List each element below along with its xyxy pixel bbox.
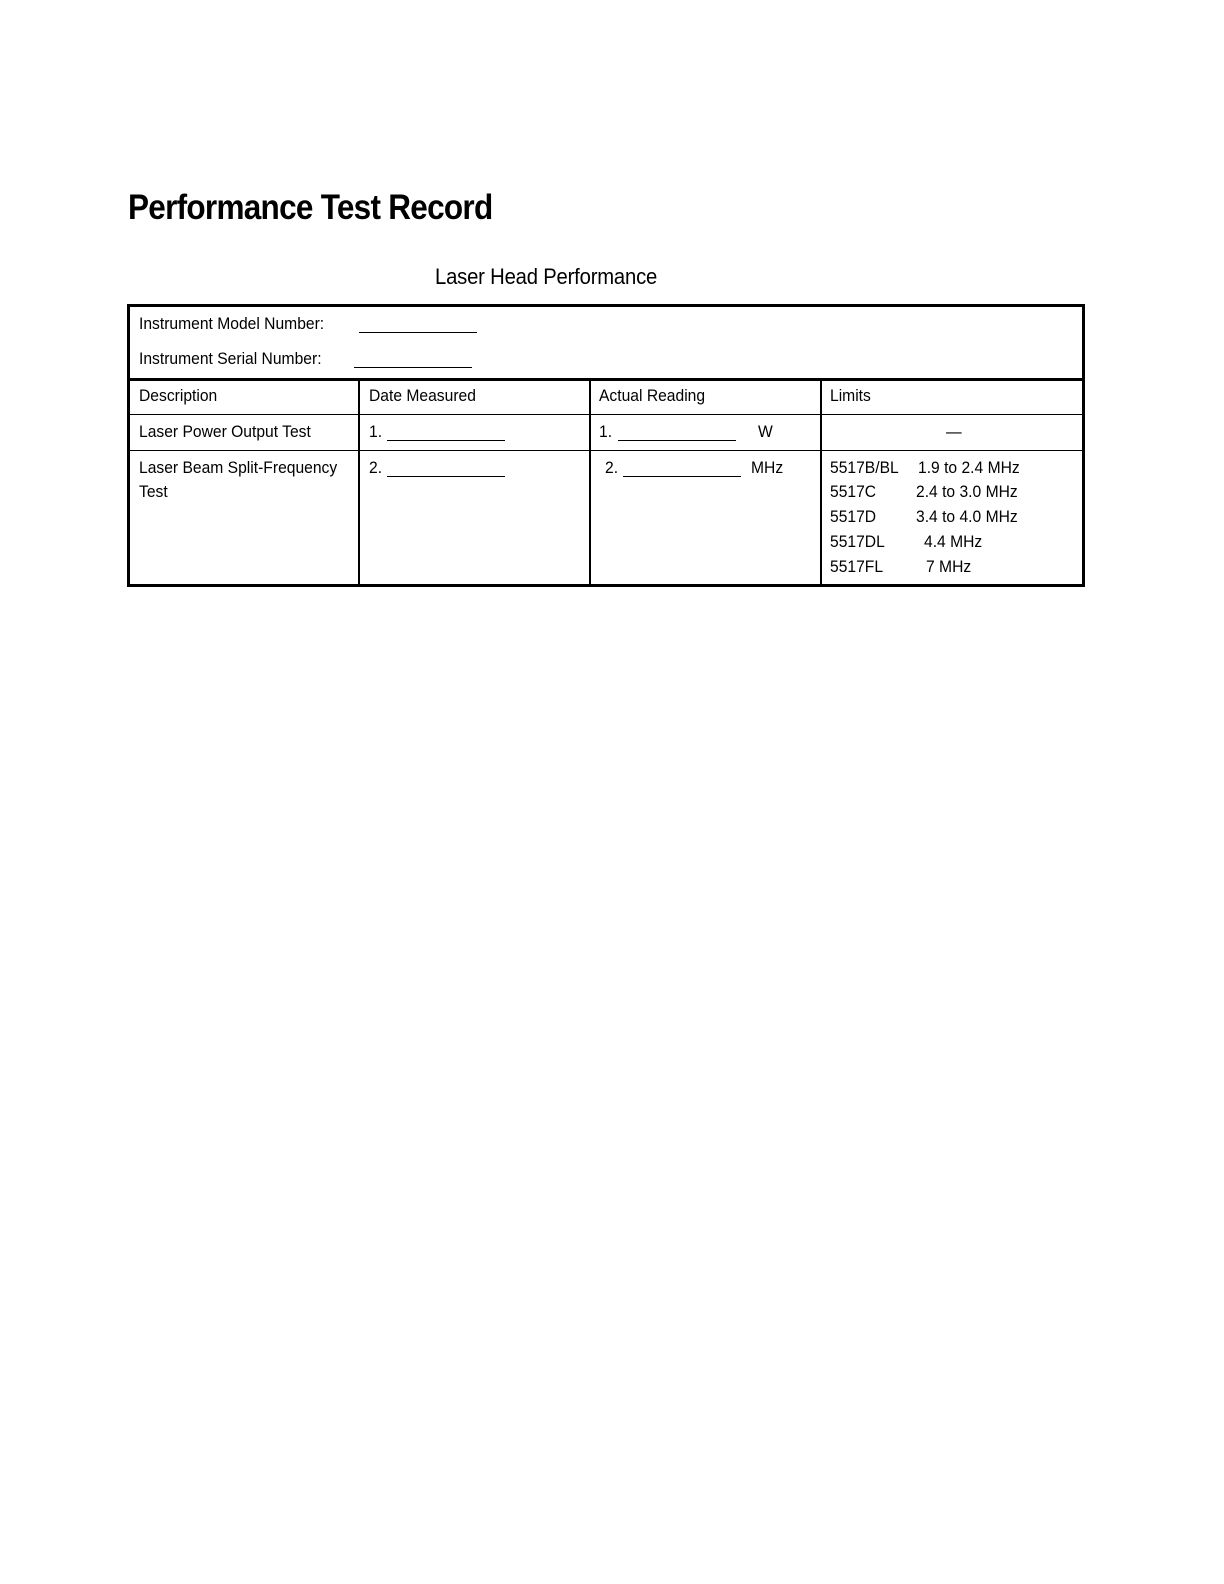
row1-reading-unit: W [758,422,773,441]
header-description: Description [139,386,218,405]
row1-date-field[interactable] [387,440,505,441]
performance-record-table [127,304,1085,587]
limit-model: 5517B/BL [830,458,899,477]
serial-number-line [139,348,337,370]
model-number-field[interactable] [359,332,477,333]
row1-date-prefix: 1. [369,422,383,441]
row1-limits: — [946,422,962,441]
table-caption: Laser Head Performance [435,264,658,289]
row2-date-field[interactable] [387,476,505,477]
row1-description: Laser Power Output Test [139,422,311,441]
instrument-info [130,307,1082,381]
header-limits: Limits [830,386,871,405]
row2-reading-prefix: 2. [605,458,619,477]
limit-model: 5517FL [830,557,884,576]
row2-reading-field[interactable] [623,476,741,477]
limit-value: 1.9 to 2.4 MHz [918,458,1020,477]
column-divider [358,381,360,587]
limit-value: 4.4 MHz [924,532,983,551]
row2-date-prefix: 2. [369,458,383,477]
limit-model: 5517D [830,507,877,526]
column-divider [820,381,822,587]
limit-value: 7 MHz [926,557,972,576]
limit-value: 3.4 to 4.0 MHz [916,507,1018,526]
row-divider [130,450,1082,451]
serial-number-label: Instrument Serial Number: [139,349,322,368]
header-date-measured: Date Measured [369,386,476,405]
limit-value: 2.4 to 3.0 MHz [916,482,1018,501]
row2-reading-unit: MHz [751,458,784,477]
serial-number-field[interactable] [354,367,472,368]
row1-reading-field[interactable] [618,440,736,441]
row2-description-line2: Test [139,482,168,501]
page-title: Performance Test Record [128,188,493,227]
header-actual-reading: Actual Reading [599,386,706,405]
row-divider [130,414,1082,415]
row1-reading-prefix: 1. [599,422,613,441]
row2-description-line1: Laser Beam Split-Frequency [139,458,338,477]
model-number-line [139,313,340,335]
model-number-label: Instrument Model Number: [139,314,325,333]
limit-model: 5517C [830,482,877,501]
column-divider [589,381,591,587]
limit-model: 5517DL [830,532,885,551]
